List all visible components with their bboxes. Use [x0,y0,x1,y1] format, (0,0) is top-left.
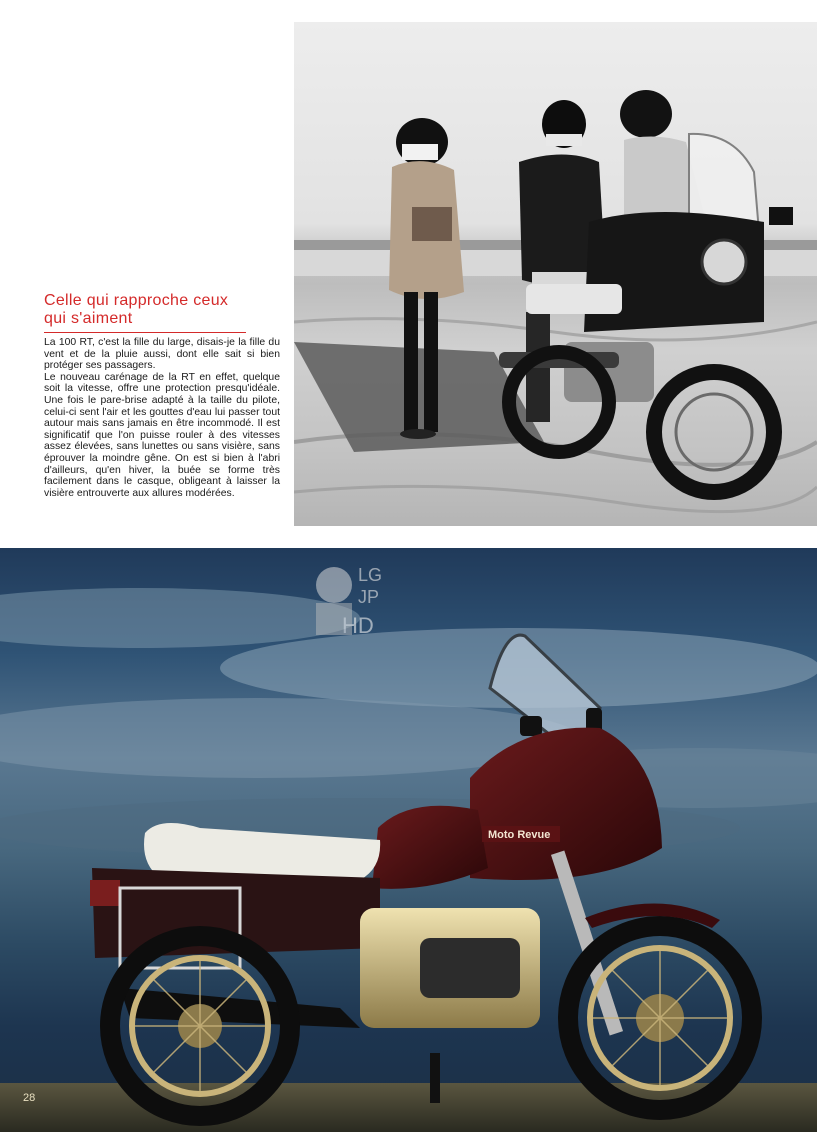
headline-line-2: qui s'aiment [44,310,133,327]
bw-photo-illustration [294,22,817,526]
watermark-line-3: HD [342,613,374,638]
watermark-line-1: LG [358,565,383,585]
article-paragraph-2: Le nouveau carénage de la RT en effet, quelque soit la vitesse, offre une protection presqu'idéale. Une fois le pare-brise adapté à la taille du pilote, celui-ci sent l'air et les gouttes d'eau lui passer tout autour mais sans jamais en être incommodé. Il est significatif que l'on puisse rouler à des vitesses assez élevées, sans lunettes ou sans visière, sans éprouver la moindre gêne. On est si bien à l'abri d'ailleurs, qu'en hiver, la buée se forme très facilement dans le casque, obligeant à laisser la visière entrouverte aux allures modérées. [44,371,280,499]
bw-beach-photo [294,22,817,526]
headline-underline [44,332,246,333]
article-headline [44,292,284,328]
fairing-decal-text: Moto Revue [488,829,551,841]
headline-line-1: Celle qui rapproche ceux [44,292,229,309]
watermark-svg [312,555,396,639]
watermark-line-2: JP [358,587,380,607]
page-number: 28 [23,1092,36,1104]
lgjphd-watermark-logo [312,555,396,639]
article-body [44,337,280,499]
color-photo-illustration [0,548,817,1132]
article-paragraph-1: La 100 RT, c'est la fille du large, disais-je la fille du vent et de la pluie aussi, dont elle sait si bien protéger ses passagers. [44,337,280,372]
color-motorcycle-photo [0,548,817,1132]
